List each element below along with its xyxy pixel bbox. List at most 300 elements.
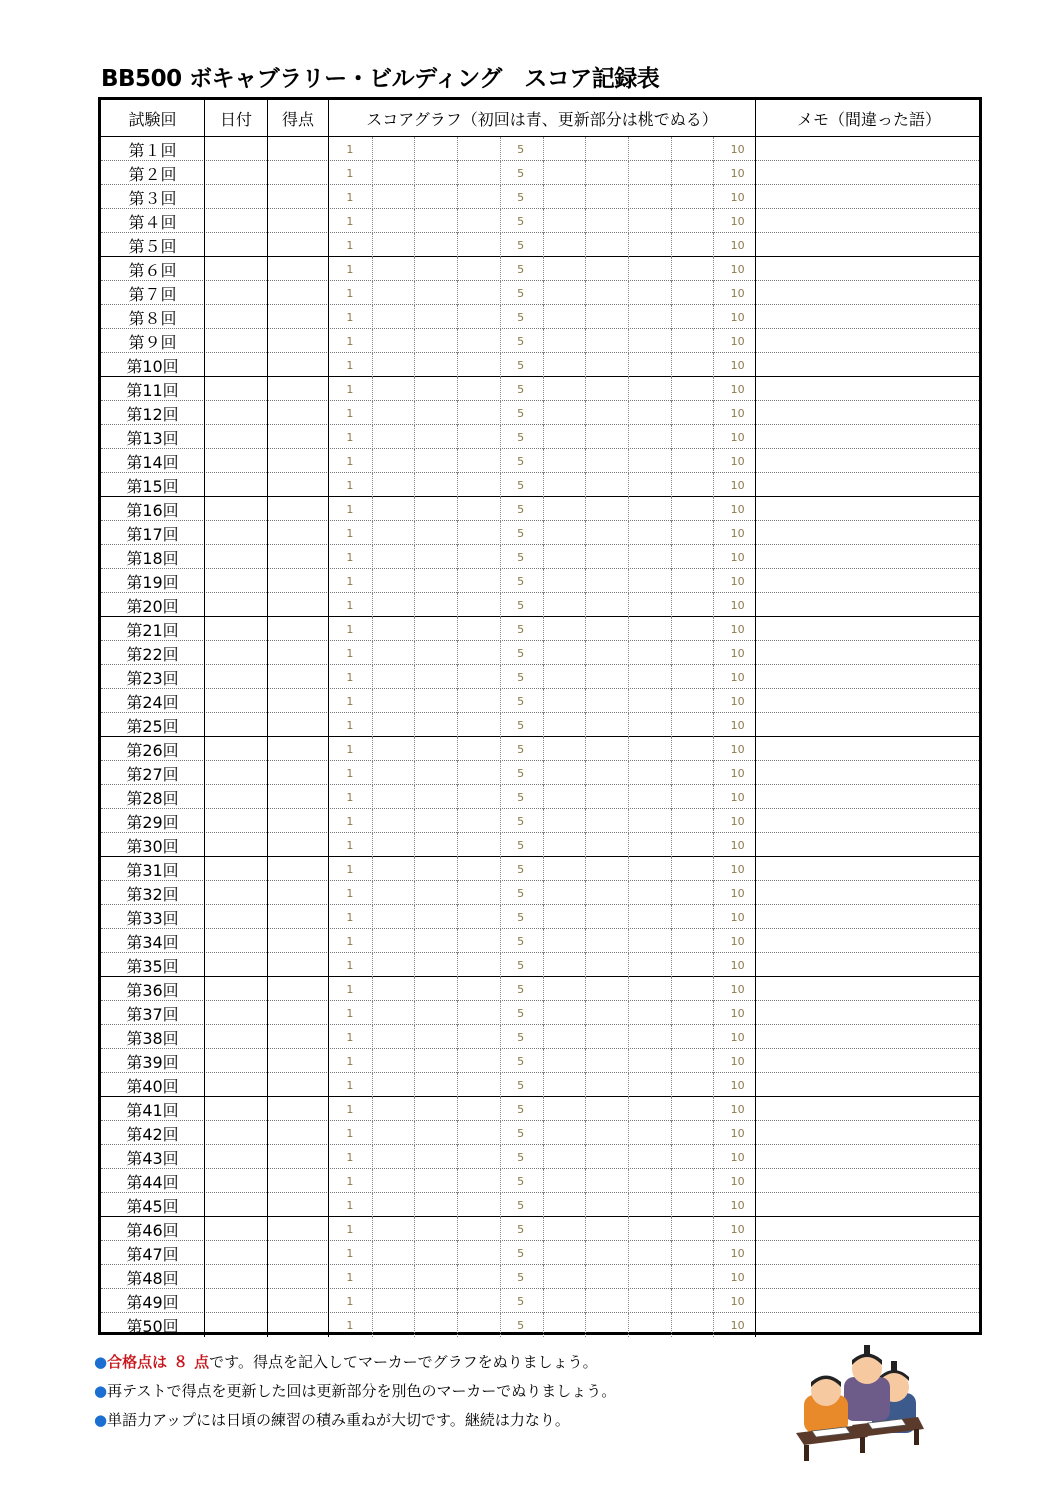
date-cell[interactable] — [205, 881, 268, 905]
score-cell[interactable] — [268, 1049, 329, 1073]
round-label: 第41回 — [101, 1097, 205, 1121]
table-row — [101, 353, 979, 377]
memo-cell[interactable] — [756, 617, 979, 641]
round-label: 第48回 — [101, 1265, 205, 1289]
graph-gridline — [671, 425, 672, 449]
graph-gridline — [713, 929, 714, 953]
score-cell[interactable] — [268, 161, 329, 185]
graph-tick-label: 10 — [730, 1054, 745, 1068]
graph-gridline — [713, 281, 714, 305]
date-cell[interactable] — [205, 929, 268, 953]
graph-gridline — [372, 833, 373, 857]
graph-gridline — [628, 137, 629, 161]
graph-gridline — [414, 281, 415, 305]
memo-cell[interactable] — [756, 1025, 979, 1049]
score-cell[interactable] — [268, 1073, 329, 1097]
date-cell[interactable] — [205, 761, 268, 785]
bullet-icon: ● — [94, 1382, 108, 1400]
score-graph-cell[interactable] — [329, 473, 756, 497]
date-cell[interactable] — [205, 233, 268, 257]
memo-cell[interactable] — [756, 569, 979, 593]
date-cell[interactable] — [205, 689, 268, 713]
memo-cell[interactable] — [756, 521, 979, 545]
graph-gridline — [671, 977, 672, 1001]
score-cell[interactable] — [268, 1265, 329, 1289]
graph-tick-label: 1 — [346, 574, 354, 588]
memo-cell[interactable] — [756, 1145, 979, 1169]
memo-cell[interactable] — [756, 449, 979, 473]
score-cell[interactable] — [268, 329, 329, 353]
graph-gridline — [457, 929, 458, 953]
memo-cell[interactable] — [756, 713, 979, 737]
graph-gridline — [372, 305, 373, 329]
date-cell[interactable] — [205, 953, 268, 977]
graph-gridline — [414, 1217, 415, 1241]
score-cell[interactable] — [268, 473, 329, 497]
score-graph-cell[interactable] — [329, 1193, 756, 1217]
date-cell[interactable] — [205, 641, 268, 665]
score-cell[interactable] — [268, 209, 329, 233]
graph-gridline — [414, 497, 415, 521]
graph-gridline — [543, 617, 544, 641]
graph-gridline — [671, 353, 672, 377]
score-cell[interactable] — [268, 1217, 329, 1241]
memo-cell[interactable] — [756, 665, 979, 689]
date-cell[interactable] — [205, 617, 268, 641]
score-graph-cell[interactable] — [329, 1049, 756, 1073]
graph-gridline — [414, 641, 415, 665]
score-cell[interactable] — [268, 257, 329, 281]
date-cell[interactable] — [205, 1169, 268, 1193]
memo-cell[interactable] — [756, 257, 979, 281]
score-cell[interactable] — [268, 137, 329, 161]
table-row — [101, 953, 979, 977]
date-cell[interactable] — [205, 305, 268, 329]
memo-cell[interactable] — [756, 689, 979, 713]
graph-gridline — [543, 569, 544, 593]
score-cell[interactable] — [268, 185, 329, 209]
graph-tick-label: 1 — [346, 886, 354, 900]
date-cell[interactable] — [205, 833, 268, 857]
score-cell[interactable] — [268, 953, 329, 977]
memo-cell[interactable] — [756, 305, 979, 329]
score-graph-cell[interactable] — [329, 953, 756, 977]
memo-cell[interactable] — [756, 833, 979, 857]
graph-gridline — [457, 353, 458, 377]
memo-cell[interactable] — [756, 857, 979, 881]
score-graph-cell[interactable] — [329, 281, 756, 305]
score-cell[interactable] — [268, 569, 329, 593]
score-graph-cell[interactable] — [329, 929, 756, 953]
graph-gridline — [713, 473, 714, 497]
date-cell[interactable] — [205, 1145, 268, 1169]
graph-gridline — [713, 521, 714, 545]
score-graph-cell[interactable] — [329, 545, 756, 569]
graph-tick-label: 10 — [730, 214, 745, 228]
date-cell[interactable] — [205, 1241, 268, 1265]
date-cell[interactable] — [205, 977, 268, 1001]
graph-tick-label: 10 — [730, 1078, 745, 1092]
score-cell[interactable] — [268, 281, 329, 305]
graph-gridline — [671, 281, 672, 305]
memo-cell[interactable] — [756, 1073, 979, 1097]
memo-cell[interactable] — [756, 233, 979, 257]
score-graph-cell[interactable] — [329, 305, 756, 329]
score-cell[interactable] — [268, 1193, 329, 1217]
score-cell[interactable] — [268, 545, 329, 569]
score-graph-cell[interactable] — [329, 569, 756, 593]
graph-tick-label: 10 — [730, 694, 745, 708]
graph-gridline — [500, 1121, 501, 1145]
score-graph-cell[interactable] — [329, 1145, 756, 1169]
score-graph-cell[interactable] — [329, 1313, 756, 1337]
date-cell[interactable] — [205, 1193, 268, 1217]
note-pass-unit: 点 — [194, 1353, 210, 1371]
graph-gridline — [500, 617, 501, 641]
memo-cell[interactable] — [756, 353, 979, 377]
graph-tick-label: 5 — [517, 526, 525, 540]
memo-cell[interactable] — [756, 209, 979, 233]
score-graph-cell[interactable] — [329, 497, 756, 521]
graph-gridline — [585, 185, 586, 209]
round-label: 第26回 — [101, 737, 205, 761]
date-cell[interactable] — [205, 1049, 268, 1073]
score-graph-cell[interactable] — [329, 1025, 756, 1049]
graph-tick-label: 10 — [730, 166, 745, 180]
score-cell[interactable] — [268, 761, 329, 785]
memo-cell[interactable] — [756, 1217, 979, 1241]
graph-gridline — [628, 545, 629, 569]
graph-tick-label: 10 — [730, 502, 745, 516]
graph-gridline — [372, 1121, 373, 1145]
memo-cell[interactable] — [756, 1265, 979, 1289]
score-cell[interactable] — [268, 809, 329, 833]
graph-gridline — [713, 545, 714, 569]
round-label: 第13回 — [101, 425, 205, 449]
score-graph-cell[interactable] — [329, 1073, 756, 1097]
graph-gridline — [671, 617, 672, 641]
score-graph-cell[interactable] — [329, 329, 756, 353]
graph-tick-label: 1 — [346, 190, 354, 204]
score-graph-cell[interactable] — [329, 1121, 756, 1145]
memo-cell[interactable] — [756, 473, 979, 497]
score-graph-cell[interactable] — [329, 857, 756, 881]
score-cell[interactable] — [268, 665, 329, 689]
score-cell[interactable] — [268, 377, 329, 401]
date-cell[interactable] — [205, 905, 268, 929]
score-graph-cell[interactable] — [329, 521, 756, 545]
score-cell[interactable] — [268, 233, 329, 257]
memo-cell[interactable] — [756, 185, 979, 209]
score-graph-cell[interactable] — [329, 641, 756, 665]
date-cell[interactable] — [205, 1001, 268, 1025]
note-practice-text: 単語力アップには日頃の練習の積み重ねが大切です。継続は力なり。 — [107, 1411, 570, 1429]
score-cell[interactable] — [268, 905, 329, 929]
memo-cell[interactable] — [756, 761, 979, 785]
graph-tick-label: 10 — [730, 934, 745, 948]
graph-gridline — [628, 1001, 629, 1025]
graph-gridline — [585, 593, 586, 617]
graph-gridline — [713, 353, 714, 377]
memo-cell[interactable] — [756, 1001, 979, 1025]
score-graph-cell[interactable] — [329, 1001, 756, 1025]
score-cell[interactable] — [268, 1145, 329, 1169]
graph-gridline — [372, 473, 373, 497]
date-cell[interactable] — [205, 569, 268, 593]
memo-cell[interactable] — [756, 1049, 979, 1073]
score-cell[interactable] — [268, 305, 329, 329]
date-cell[interactable] — [205, 1073, 268, 1097]
score-cell[interactable] — [268, 401, 329, 425]
graph-tick-label: 5 — [517, 166, 525, 180]
graph-gridline — [543, 1001, 544, 1025]
score-graph-cell[interactable] — [329, 1265, 756, 1289]
graph-gridline — [500, 137, 501, 161]
score-graph-cell[interactable] — [329, 1289, 756, 1313]
graph-gridline — [414, 449, 415, 473]
graph-gridline — [585, 1265, 586, 1289]
date-cell[interactable] — [205, 377, 268, 401]
round-label: 第39回 — [101, 1049, 205, 1073]
date-cell[interactable] — [205, 1265, 268, 1289]
score-graph-cell[interactable] — [329, 665, 756, 689]
memo-cell[interactable] — [756, 809, 979, 833]
graph-gridline — [585, 425, 586, 449]
score-graph-cell[interactable] — [329, 353, 756, 377]
score-graph-cell[interactable] — [329, 257, 756, 281]
graph-tick-label: 1 — [346, 382, 354, 396]
date-cell[interactable] — [205, 161, 268, 185]
score-cell[interactable] — [268, 881, 329, 905]
date-cell[interactable] — [205, 449, 268, 473]
date-cell[interactable] — [205, 1121, 268, 1145]
score-graph-cell[interactable] — [329, 185, 756, 209]
graph-tick-label: 10 — [730, 670, 745, 684]
memo-cell[interactable] — [756, 905, 979, 929]
score-graph-cell[interactable] — [329, 377, 756, 401]
memo-cell[interactable] — [756, 161, 979, 185]
memo-cell[interactable] — [756, 1121, 979, 1145]
memo-cell[interactable] — [756, 881, 979, 905]
graph-gridline — [372, 377, 373, 401]
graph-gridline — [372, 1049, 373, 1073]
graph-tick-label: 10 — [730, 142, 745, 156]
round-label: 第35回 — [101, 953, 205, 977]
graph-tick-label: 10 — [730, 358, 745, 372]
score-graph-cell[interactable] — [329, 833, 756, 857]
score-cell[interactable] — [268, 1001, 329, 1025]
memo-cell[interactable] — [756, 977, 979, 1001]
graph-gridline — [414, 761, 415, 785]
score-graph-cell[interactable] — [329, 137, 756, 161]
score-graph-cell[interactable] — [329, 1241, 756, 1265]
date-cell[interactable] — [205, 137, 268, 161]
memo-cell[interactable] — [756, 641, 979, 665]
date-cell[interactable] — [205, 785, 268, 809]
score-graph-cell[interactable] — [329, 1097, 756, 1121]
graph-gridline — [500, 449, 501, 473]
memo-cell[interactable] — [756, 425, 979, 449]
graph-gridline — [671, 401, 672, 425]
score-graph-cell[interactable] — [329, 977, 756, 1001]
date-cell[interactable] — [205, 1289, 268, 1313]
date-cell[interactable] — [205, 497, 268, 521]
date-cell[interactable] — [205, 593, 268, 617]
memo-cell[interactable] — [756, 545, 979, 569]
score-graph-cell[interactable] — [329, 785, 756, 809]
score-graph-cell[interactable] — [329, 161, 756, 185]
graph-gridline — [713, 977, 714, 1001]
note-pass-score — [94, 1348, 616, 1377]
score-graph-cell[interactable] — [329, 401, 756, 425]
date-cell[interactable] — [205, 713, 268, 737]
memo-cell[interactable] — [756, 737, 979, 761]
memo-cell[interactable] — [756, 1313, 979, 1337]
score-graph-cell[interactable] — [329, 425, 756, 449]
date-cell[interactable] — [205, 209, 268, 233]
memo-cell[interactable] — [756, 497, 979, 521]
graph-gridline — [585, 137, 586, 161]
score-graph-cell[interactable] — [329, 905, 756, 929]
score-cell[interactable] — [268, 833, 329, 857]
graph-gridline — [500, 1265, 501, 1289]
score-cell[interactable] — [268, 929, 329, 953]
memo-cell[interactable] — [756, 1193, 979, 1217]
score-cell[interactable] — [268, 1169, 329, 1193]
round-label: 第50回 — [101, 1313, 205, 1337]
score-cell[interactable] — [268, 737, 329, 761]
score-cell[interactable] — [268, 425, 329, 449]
score-graph-cell[interactable] — [329, 881, 756, 905]
date-cell[interactable] — [205, 1217, 268, 1241]
date-cell[interactable] — [205, 545, 268, 569]
score-cell[interactable] — [268, 713, 329, 737]
graph-tick-label: 1 — [346, 694, 354, 708]
date-cell[interactable] — [205, 737, 268, 761]
date-cell[interactable] — [205, 257, 268, 281]
score-graph-cell[interactable] — [329, 449, 756, 473]
graph-gridline — [457, 209, 458, 233]
graph-tick-label: 5 — [517, 814, 525, 828]
score-cell[interactable] — [268, 785, 329, 809]
date-cell[interactable] — [205, 473, 268, 497]
graph-tick-label: 5 — [517, 910, 525, 924]
date-cell[interactable] — [205, 809, 268, 833]
graph-gridline — [372, 161, 373, 185]
date-cell[interactable] — [205, 425, 268, 449]
score-cell[interactable] — [268, 353, 329, 377]
score-cell[interactable] — [268, 977, 329, 1001]
memo-cell[interactable] — [756, 1097, 979, 1121]
graph-tick-label: 5 — [517, 742, 525, 756]
memo-cell[interactable] — [756, 1169, 979, 1193]
score-cell[interactable] — [268, 593, 329, 617]
score-cell[interactable] — [268, 617, 329, 641]
score-graph-cell[interactable] — [329, 233, 756, 257]
date-cell[interactable] — [205, 665, 268, 689]
graph-gridline — [372, 353, 373, 377]
memo-cell[interactable] — [756, 593, 979, 617]
graph-gridline — [414, 329, 415, 353]
score-graph-cell[interactable] — [329, 761, 756, 785]
memo-cell[interactable] — [756, 329, 979, 353]
graph-tick-label: 5 — [517, 862, 525, 876]
score-cell[interactable] — [268, 1025, 329, 1049]
date-cell[interactable] — [205, 1025, 268, 1049]
graph-gridline — [713, 641, 714, 665]
graph-gridline — [543, 257, 544, 281]
graph-gridline — [500, 1025, 501, 1049]
graph-gridline — [500, 209, 501, 233]
score-graph-cell[interactable] — [329, 593, 756, 617]
graph-tick-label: 1 — [346, 406, 354, 420]
score-cell[interactable] — [268, 1289, 329, 1313]
date-cell[interactable] — [205, 1097, 268, 1121]
score-cell[interactable] — [268, 1313, 329, 1337]
memo-cell[interactable] — [756, 1289, 979, 1313]
score-cell[interactable] — [268, 857, 329, 881]
score-graph-cell[interactable] — [329, 737, 756, 761]
date-cell[interactable] — [205, 281, 268, 305]
score-graph-cell[interactable] — [329, 209, 756, 233]
round-label: 第22回 — [101, 641, 205, 665]
score-graph-cell[interactable] — [329, 809, 756, 833]
score-cell[interactable] — [268, 641, 329, 665]
score-cell[interactable] — [268, 449, 329, 473]
date-cell[interactable] — [205, 185, 268, 209]
score-graph-cell[interactable] — [329, 1217, 756, 1241]
graph-gridline — [628, 761, 629, 785]
date-cell[interactable] — [205, 401, 268, 425]
score-cell[interactable] — [268, 521, 329, 545]
score-cell[interactable] — [268, 1241, 329, 1265]
memo-cell[interactable] — [756, 281, 979, 305]
memo-cell[interactable] — [756, 137, 979, 161]
date-cell[interactable] — [205, 353, 268, 377]
graph-gridline — [414, 617, 415, 641]
graph-gridline — [500, 737, 501, 761]
score-graph-cell[interactable] — [329, 713, 756, 737]
graph-tick-label: 1 — [346, 526, 354, 540]
round-label: 第33回 — [101, 905, 205, 929]
score-graph-cell[interactable] — [329, 617, 756, 641]
score-cell[interactable] — [268, 1097, 329, 1121]
graph-gridline — [671, 1217, 672, 1241]
memo-cell[interactable] — [756, 1241, 979, 1265]
date-cell[interactable] — [205, 1313, 268, 1337]
memo-cell[interactable] — [756, 929, 979, 953]
score-graph-cell[interactable] — [329, 689, 756, 713]
graph-gridline — [500, 1193, 501, 1217]
memo-cell[interactable] — [756, 377, 979, 401]
score-graph-cell[interactable] — [329, 1169, 756, 1193]
graph-gridline — [414, 257, 415, 281]
date-cell[interactable] — [205, 521, 268, 545]
date-cell[interactable] — [205, 329, 268, 353]
memo-cell[interactable] — [756, 785, 979, 809]
memo-cell[interactable] — [756, 401, 979, 425]
table-row — [101, 1001, 979, 1025]
memo-cell[interactable] — [756, 953, 979, 977]
score-cell[interactable] — [268, 497, 329, 521]
graph-tick-label: 1 — [346, 1054, 354, 1068]
graph-gridline — [500, 857, 501, 881]
score-cell[interactable] — [268, 1121, 329, 1145]
score-cell[interactable] — [268, 689, 329, 713]
graph-gridline — [457, 569, 458, 593]
graph-gridline — [457, 833, 458, 857]
date-cell[interactable] — [205, 857, 268, 881]
